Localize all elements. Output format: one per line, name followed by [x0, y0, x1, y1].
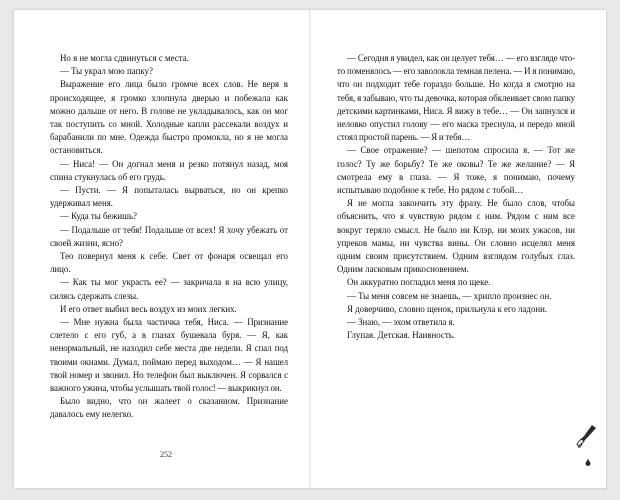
- right-page: [337, 52, 575, 342]
- paragraph: — Мне нужна была частичка тебя, Ниса. — Признание слетело с его губ, а в глазах бушевала буря. — Я, как ненормальный, не находил себе места две недели. Я спал под твоими окнами. Думал, поймаю перед выходом… — Я нашел твой номер и звонил. Но телефон был выключен. Я сорвался с важного ужина, чтобы услышать твой голос! — выкрикнул он.: [50, 317, 288, 394]
- paragraph: Он аккуратно погладил меня по щеке.: [347, 277, 491, 288]
- paragraph: Выражение его лица было громче всех слов. Не веря в происходящее, я громко хлопнула дверью и побежала как можно дальше от него. В голове не укладывалось, как он мог так поступить со мной. Холодные капли рассекали воздух и барабанили по мне. Одежда быстро промокла, но я не могла остановиться.: [50, 79, 288, 156]
- paragraph: Глупая. Детская. Наивность.: [347, 330, 455, 341]
- paragraph: — Подальше от тебя! Подальше от всех! Я хочу убежать от своей жизни, ясно?: [50, 224, 288, 248]
- page-number: 252: [160, 450, 172, 459]
- paragraph: Было видно, что он жалеет о сказанном. Признание давалось ему нелегко.: [50, 396, 288, 420]
- brush-icon: [576, 423, 598, 451]
- paragraph: — Куда ты бежишь?: [60, 211, 137, 222]
- book-gutter: [309, 10, 311, 488]
- paragraph: Тео повернул меня к себе. Свет от фонаря освещал его лицо.: [50, 251, 288, 275]
- paragraph: — Как ты мог украсть ее? — закричала я на всю улицу, силясь сдержать слезы.: [50, 277, 288, 301]
- paragraph: — Пусти. — Я попыталась вырваться, но он крепко удерживал меня.: [50, 185, 288, 209]
- paragraph: Я доверчиво, словно щенок, прильнула к его ладони.: [347, 303, 548, 314]
- paragraph: Но я не могла сдвинуться с места.: [60, 53, 189, 63]
- book-spread: [14, 10, 606, 488]
- paragraph: — Ниса! — Он догнал меня и резко потянул назад, моя спина стукнулась об его грудь.: [50, 158, 288, 182]
- paragraph: — Ты украл мою папку?: [60, 66, 153, 77]
- ink-drop-icon: [585, 458, 591, 466]
- paragraph: — Ты меня совсем не знаешь, — хрипло произнес он.: [347, 290, 552, 301]
- paragraph: — Сегодня я увидел, как он целует тебя… — его взгляде что-то поменялось — его заволокла темная пелена. — И я понимаю, что он подходит тебе гораздо больше. Но когда я смотрю на тебя, я забываю, что ты девочка, которая обклеивает свою папку детскими картинками, Ниса. Я вижу в тебе… — Он запнулся и неловко опустил голову — его маска треснула, и передо мной стоял простой парень. — Я и тебя…: [337, 53, 575, 143]
- paragraph: И его ответ выбил весь воздух из моих легких.: [60, 303, 237, 314]
- left-page: [50, 52, 288, 422]
- paragraph: — Знаю, — эхом ответила я.: [347, 317, 455, 328]
- paragraph: Я не могла закончить эту фразу. Не было слов, чтобы объяснить, что я чувствую рядом с ним. Рядом с ним все вокруг теряло смысл. Не было ни Клэр, ни моих ужасов, ни упреков мамы, ни чувства вины. Он словно исцелял меня одним своим присутствием. Одним взглядом голубых глаз. Одним ласковым прикосновением.: [337, 198, 575, 275]
- paragraph: — Свое отражение? — шепотом спросила я. — Тот же голос? Ту же борьбу? Те же оковы? Те же желание? — Я смотрела ему в глаза. — Я тоже, я понимаю, почему испытываю подобное к тебе. Но рядом с тобой…: [337, 145, 575, 196]
